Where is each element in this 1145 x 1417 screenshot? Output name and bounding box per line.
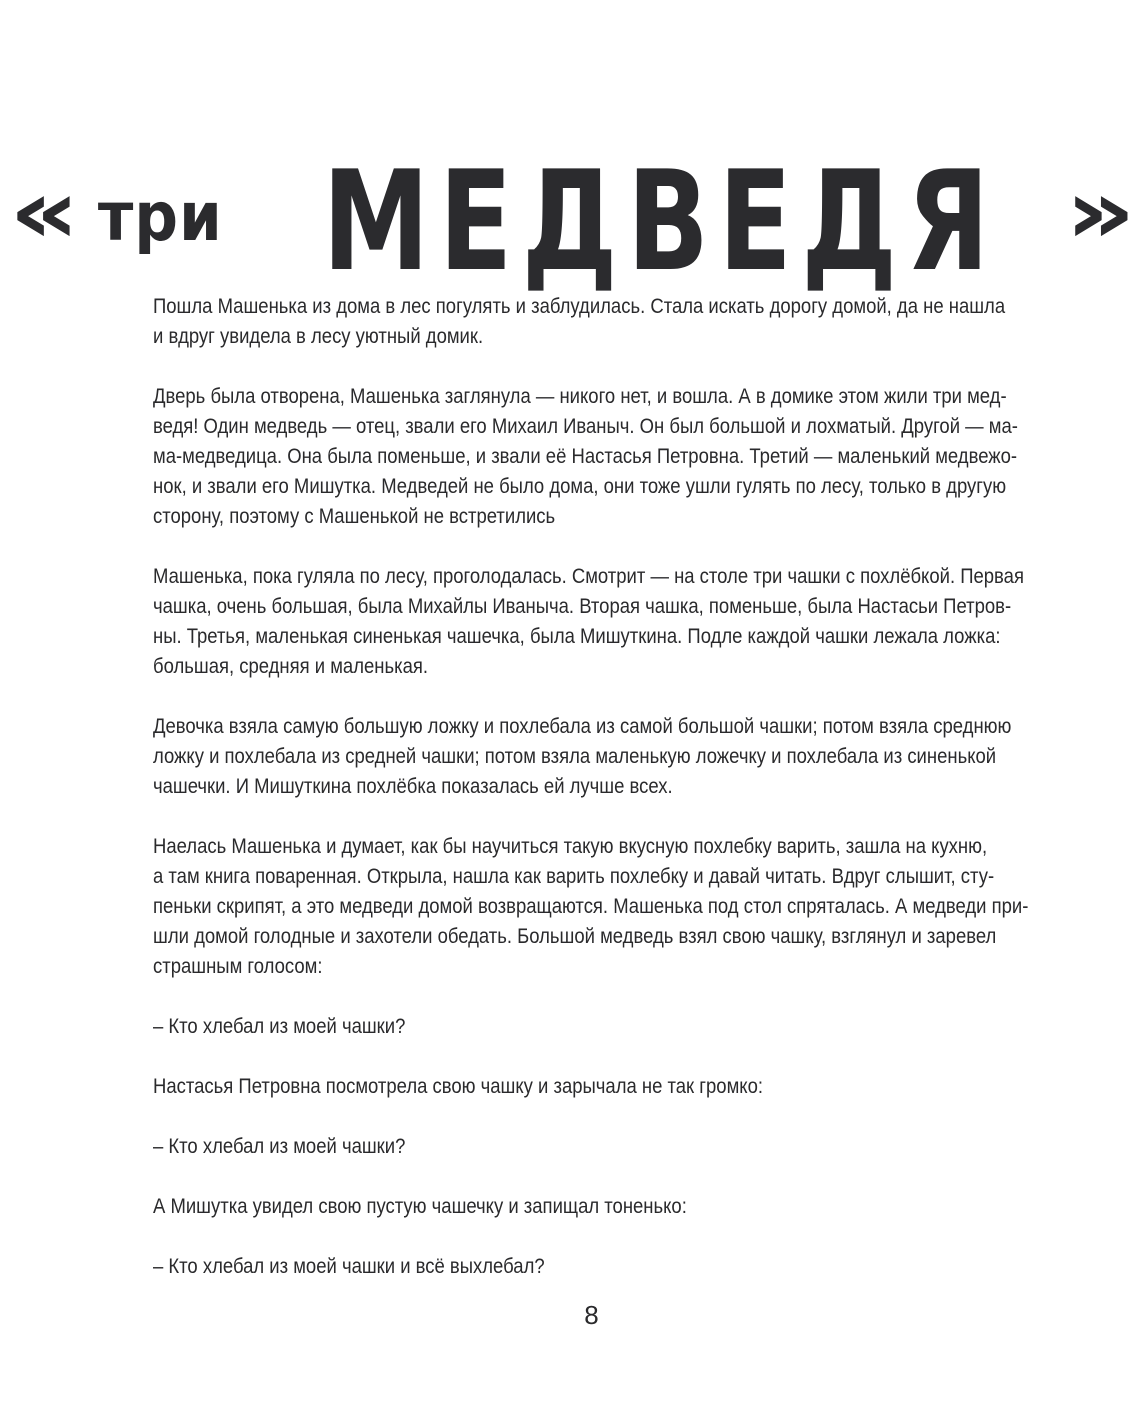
text-line: страшным голосом: [153, 955, 323, 978]
story-text [153, 292, 1038, 1282]
text-line: и вдруг увидела в лесу уютный домик. [153, 325, 484, 348]
dialogue-line [153, 1132, 1038, 1162]
paragraph [153, 712, 1038, 802]
text-line: Дверь была отворена, Машенька заглянула — никого нет, и вошла. А в домике этом жили три мед- [153, 385, 1007, 408]
text-line: ны. Третья, маленькая синенькая чашечка, была Мишуткина. Подле каждой чашки лежала ложка: [153, 625, 1001, 648]
text-line: чашка, очень большая, была Михайлы Иваныча. Вторая чашка, поменьше, была Настасьи Петров- [153, 595, 1012, 618]
text-line: А Мишутка увидел свою пустую чашечку и запищал тоненько: [153, 1195, 687, 1218]
text-line: – Кто хлебал из моей чашки? [153, 1135, 406, 1158]
text-line: шли домой голодные и захотели обедать. Большой медведь взял свою чашку, взглянул и заревел [153, 925, 997, 948]
title-open-quote: « [8, 160, 80, 264]
text-line: нок, и звали его Мишутка. Медведей не было дома, они тоже ушли гулять по лесу, только в другую [153, 475, 1007, 498]
dialogue-line [153, 1252, 1038, 1282]
page-number: 8 [584, 1300, 599, 1330]
text-line: – Кто хлебал из моей чашки и всё выхлебал? [153, 1255, 545, 1278]
title-small-word: три [97, 178, 223, 258]
title-close-quote: » [1065, 160, 1137, 264]
text-line: чашечки. И Мишуткина похлёбка показалась ей лучше всех. [153, 775, 673, 798]
text-line: Наелась Машенька и думает, как бы научиться такую вкусную похлебку варить, зашла на кухню, [153, 835, 988, 858]
text-line: а там книга поваренная. Открыла, нашла как варить похлебку и давай читать. Вдруг слышит, сту- [153, 865, 995, 888]
paragraph [153, 292, 1038, 352]
text-line: ложку и похлебала из средней чашки; потом взяла маленькую ложечку и похлебала из синенькой [153, 745, 997, 768]
paragraph [153, 1192, 1038, 1222]
text-line: пеньки скрипят, а это медведи домой возвращаются. Машенька под стол спряталась. А медведи при- [153, 895, 1029, 918]
text-line: большая, средняя и маленькая. [153, 655, 429, 678]
dialogue-line [153, 1012, 1038, 1042]
paragraph [153, 1072, 1038, 1102]
paragraph [153, 382, 1038, 532]
paragraph [153, 832, 1038, 982]
text-line: Пошла Машенька из дома в лес погулять и заблудилась. Стала искать дорогу домой, да не нашла [153, 295, 1006, 318]
text-line: Машенька, пока гуляла по лесу, проголодалась. Смотрит — на столе три чашки с похлёбкой. Первая [153, 565, 1024, 588]
story-title [0, 139, 1145, 303]
text-line: – Кто хлебал из моей чашки? [153, 1015, 406, 1038]
text-line: Девочка взяла самую большую ложку и похлебала из самой большой чашки; потом взяла среднюю [153, 715, 1012, 738]
text-line: Настасья Петровна посмотрела свою чашку и зарычала не так громко: [153, 1075, 763, 1098]
paragraph [153, 562, 1038, 682]
text-line: сторону, поэтому с Машенькой не встретились [153, 505, 556, 528]
text-line: ма-медведица. Она была поменьше, и звали её Настасья Петровна. Третий — маленький медвежо- [153, 445, 1018, 468]
text-line: ведя! Один медведь — отец, звали его Михаил Иваныч. Он был большой и лохматый. Другой — ма- [153, 415, 1018, 438]
title-big-word: МЕДВЕДЯ [322, 141, 1000, 303]
